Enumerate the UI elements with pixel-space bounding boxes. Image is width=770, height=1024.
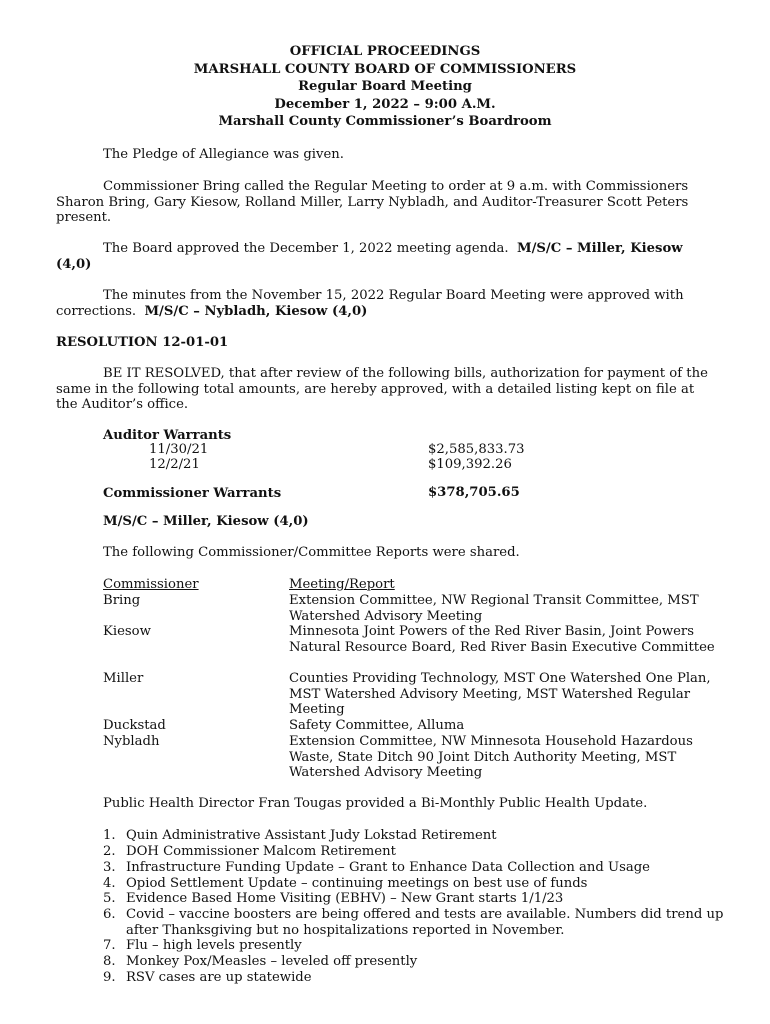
- list-item: Infrastructure Funding Update – Grant to Enhance Data Collection and Usage: [126, 860, 650, 875]
- list-item: DOH Commissioner Malcom Retirement: [126, 844, 396, 859]
- warrant-date-1: 11/30/21: [149, 442, 209, 457]
- list-item: Monkey Pox/Measles – leveled off presently: [126, 954, 418, 969]
- list-item-number: 3.: [103, 860, 116, 875]
- report-row-name: Duckstad: [103, 718, 166, 733]
- list-item: Evidence Based Home Visiting (EBHV) – New Grant starts 1/1/23: [126, 891, 564, 906]
- resolution-paragraph: BE IT RESOLVED, that after review of the following bills, authorization for payment of the same in the following total amounts, are hereby approved, with a detailed listing kept on file at the Auditor’s office.: [56, 366, 708, 413]
- report-row-text: Safety Committee, Alluma: [289, 718, 465, 733]
- list-item-number: 5.: [103, 891, 116, 906]
- header-board: MARSHALL COUNTY BOARD OF COMMISSIONERS: [193, 62, 577, 77]
- reports-col-meeting: Meeting/Report: [289, 577, 395, 592]
- report-row-name: Bring: [103, 593, 141, 608]
- list-item-number: 8.: [103, 954, 116, 969]
- list-item: Covid – vaccine boosters are being offered and tests are available. Numbers did trend up after Thanksgiving but no hospitalizations reported in November.: [126, 907, 724, 938]
- header-date: December 1, 2022 – 9:00 A.M.: [274, 97, 496, 112]
- warrant-amount-2: $109,392.26: [428, 457, 512, 472]
- report-row-text: Extension Committee, NW Regional Transit Committee, MST Watershed Advisory Meeting: [289, 593, 699, 624]
- agenda-text: The Board approved the December 1, 2022 meeting agenda.: [103, 241, 509, 256]
- warrant-date-2: 12/2/21: [149, 457, 200, 472]
- report-row-name: Miller: [103, 671, 144, 686]
- list-item-number: 1.: [103, 828, 116, 843]
- warrant-amount-1: $2,585,833.73: [428, 442, 525, 457]
- commissioner-warrants-label: Commissioner Warrants: [103, 486, 282, 501]
- list-item: Opiod Settlement Update – continuing meetings on best use of funds: [126, 876, 588, 891]
- reports-intro: The following Commissioner/Committee Reports were shared.: [103, 545, 520, 560]
- agenda-paragraph: [56, 241, 716, 272]
- report-row-text: Extension Committee, NW Minnesota Household Hazardous Waste, State Ditch 90 Joint Ditch Authority Meeting, MST Watershed Advisory Meeting: [289, 734, 693, 781]
- pledge-paragraph: The Pledge of Allegiance was given.: [103, 147, 344, 162]
- list-item: Flu – high levels presently: [126, 938, 302, 953]
- commissioner-warrants-amount: $378,705.65: [428, 485, 520, 500]
- list-item-number: 7.: [103, 938, 116, 953]
- header-meeting-type: Regular Board Meeting: [298, 79, 472, 94]
- header-location: Marshall County Commissioner’s Boardroom: [218, 114, 552, 129]
- minutes-text: The minutes from the November 15, 2022 Regular Board Meeting were approved with corrections.: [56, 288, 684, 319]
- list-item: RSV cases are up statewide: [126, 970, 312, 985]
- report-row-name: Nybladh: [103, 734, 160, 749]
- resolution-title: RESOLUTION 12-01-01: [56, 335, 229, 350]
- call-to-order-paragraph: Commissioner Bring called the Regular Meeting to order at 9 a.m. with Commissioners Sharon Bring, Gary Kiesow, Rolland Miller, Larry Nybladh, and Auditor-Treasurer Scott Peters present.: [56, 179, 689, 226]
- reports-col-commissioner: Commissioner: [103, 577, 199, 592]
- header-title: OFFICIAL PROCEEDINGS: [289, 44, 481, 59]
- health-intro: Public Health Director Fran Tougas provided a Bi-Monthly Public Health Update.: [103, 796, 648, 811]
- list-item-number: 4.: [103, 876, 116, 891]
- report-row-name: Kiesow: [103, 624, 151, 639]
- minutes-paragraph: [56, 288, 716, 319]
- list-item-number: 6.: [103, 907, 116, 922]
- list-item: Quin Administrative Assistant Judy Lokstad Retirement: [126, 828, 497, 843]
- minutes-motion: M/S/C – Nybladh, Kiesow (4,0): [144, 303, 368, 319]
- report-row-text: Counties Providing Technology, MST One Watershed One Plan, MST Watershed Advisory Meeting, MST Watershed Regular Meeting: [289, 671, 711, 718]
- list-item-number: 9.: [103, 970, 116, 985]
- warrants-motion: M/S/C – Miller, Kiesow (4,0): [103, 514, 309, 529]
- list-item-number: 2.: [103, 844, 116, 859]
- report-row-text: Minnesota Joint Powers of the Red River Basin, Joint Powers Natural Resource Board, Red River Basin Executive Committee: [289, 624, 715, 655]
- auditor-warrants-label: Auditor Warrants: [103, 428, 232, 443]
- agenda-motion: M/S/C – Miller, Kiesow (4,0): [56, 241, 683, 272]
